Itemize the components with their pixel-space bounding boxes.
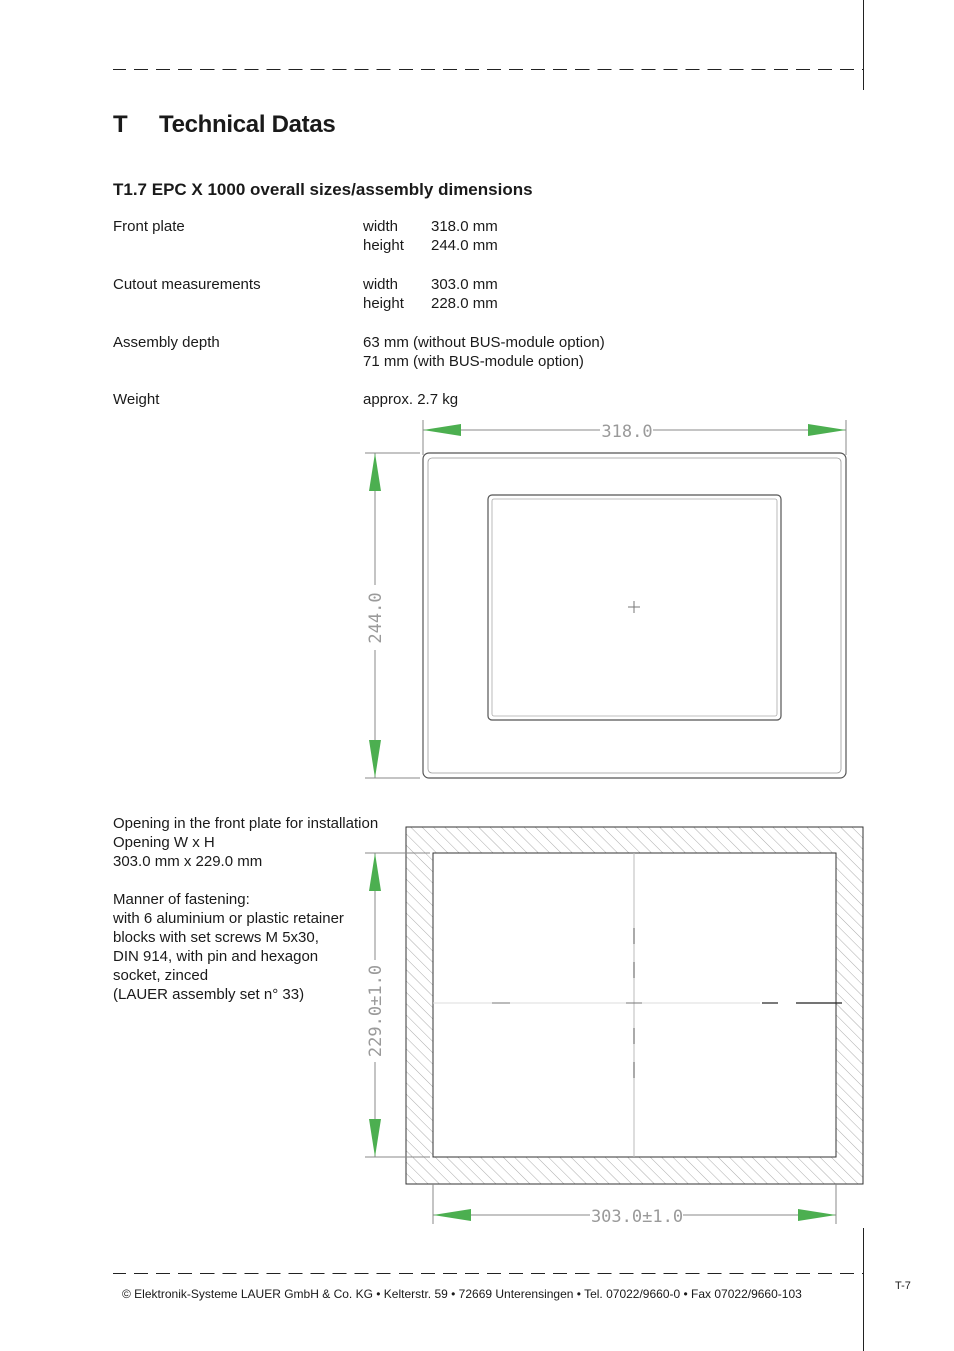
spec-cutout-values [363,275,498,313]
note-line: with 6 aluminium or plastic retainer [113,910,344,927]
spec-label: Cutout measurements [113,276,261,293]
note-line: Manner of fastening: [113,891,250,908]
note-line: 303.0 mm x 229.0 mm [113,853,263,870]
spec-label: Front plate [113,218,185,235]
arrow-up [369,853,381,891]
spec-weight-values [363,390,458,409]
width-dim-label: 318.0 [601,422,653,442]
spec-weight [113,390,159,409]
bottom-margin-line [863,1228,864,1351]
arrow-down [369,1119,381,1157]
height-dim-label: 244.0 [366,592,386,644]
arrow-left [433,1209,471,1221]
note-line: blocks with set screws M 5x30, [113,929,319,946]
width-dim-label: 303.0±1.0 [590,1207,684,1227]
note-line: DIN 914, with pin and hexagon [113,948,319,965]
note-line: Opening W x H [113,834,215,851]
spec-key: width [363,276,399,293]
spec-assembly-depth-values [363,333,605,371]
spec-front-plate-values [363,217,498,255]
spec-label: Assembly depth [113,334,220,351]
note-line: (LAUER assembly set n° 33) [113,986,305,1003]
spec-value: 63 mm (without BUS-module option) [363,334,605,351]
spec-assembly-depth [113,333,220,352]
page-number: T-7 [895,1280,911,1292]
front-plate-drawing [360,415,860,787]
arrow-down [369,740,381,778]
spec-value: 228.0 mm [431,295,498,312]
spec-key: width [363,218,399,235]
bottom-dashed-rule [113,1273,863,1274]
spec-key: height [363,295,404,312]
spec-label: Weight [113,391,160,408]
note-line: socket, zinced [113,967,209,984]
spec-value: 71 mm (with BUS-module option) [363,353,584,370]
spec-value: 303.0 mm [431,276,498,293]
arrow-right [798,1209,836,1221]
arrow-right [808,424,846,436]
top-margin-line [863,0,864,90]
chapter-title: Technical Datas [159,111,336,138]
spec-value: approx. 2.7 kg [363,391,459,408]
spec-value: 244.0 mm [431,237,498,254]
footer-copyright: © Elektronik-Systeme LAUER GmbH & Co. KG • Kelterstr. 59 • 72669 Unterensingen • Tel. 07022/9660-0 • Fax 07022/9660-103 [122,1287,802,1301]
spec-value: 318.0 mm [431,218,498,235]
spec-key: height [363,237,404,254]
chapter-letter: T [113,111,128,138]
spec-cutout [113,275,261,294]
height-dim-label: 229.0±1.0 [366,964,386,1058]
arrow-left [423,424,461,436]
cutout-drawing [360,822,870,1230]
spec-front-plate [113,217,185,236]
arrow-up [369,453,381,491]
top-dashed-rule [113,69,863,70]
note-line: Opening in the front plate for installation [113,815,379,832]
section-title: T1.7 EPC X 1000 overall sizes/assembly dimensions [113,180,533,199]
